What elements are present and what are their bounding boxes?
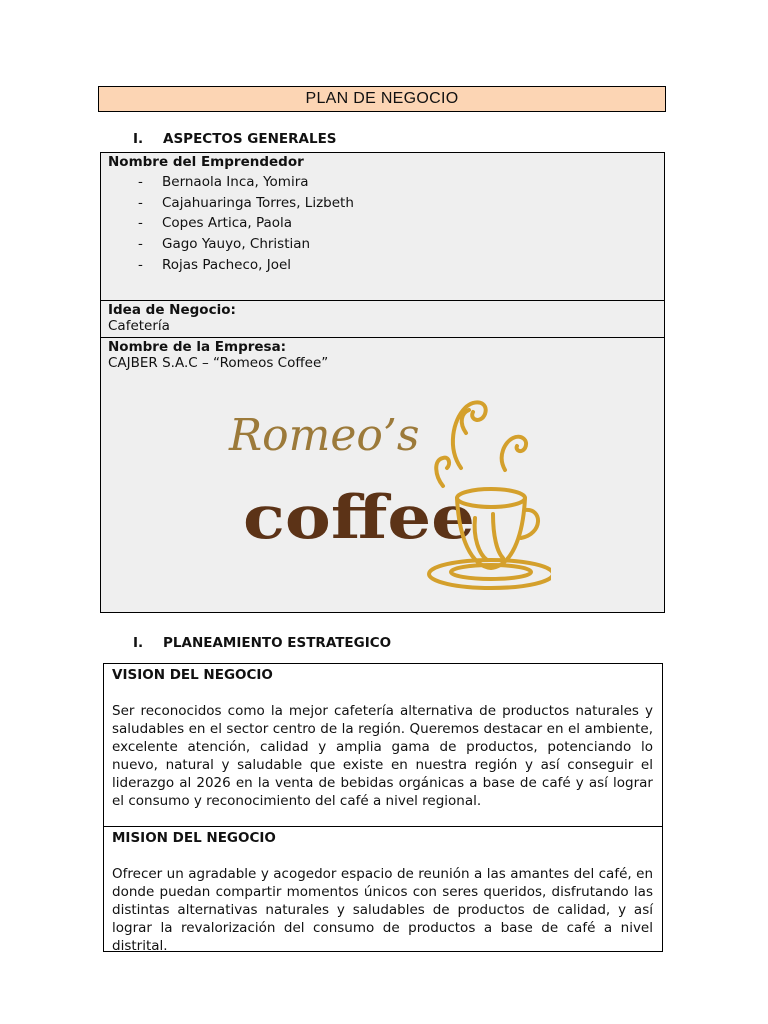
mission-text: Ofrecer un agradable y acogedor espacio de reunión a las amantes del café, en donde puedan compartir momentos únicos con seres queridos, disfrutando las distintas alternativas naturales y saludables de productos de calidad, y así lograr la revalorización del consumo de productos a base de café a nivel distrital. — [112, 866, 653, 955]
section-number: I. — [133, 131, 144, 147]
entrepreneur-name: Rojas Pacheco, Joel — [162, 256, 292, 273]
list-item: - Gago Yauyo, Christian — [138, 234, 656, 255]
company-box — [100, 337, 665, 613]
list-item: - Rojas Pacheco, Joel — [138, 255, 656, 276]
idea-box — [100, 300, 665, 338]
entrepreneurs-label: Nombre del Emprendedor — [108, 154, 304, 170]
document-title: PLAN DE NEGOCIO — [98, 86, 666, 112]
list-item: - Copes Artica, Paola — [138, 213, 656, 234]
romeos-coffee-logo — [221, 378, 551, 608]
mission-box — [103, 826, 663, 955]
idea-value: Cafetería — [108, 318, 170, 334]
vision-label: VISION DEL NEGOCIO — [112, 667, 273, 683]
section-number: I. — [133, 635, 144, 651]
entrepreneur-name: Bernaola Inca, Yomira — [162, 174, 309, 190]
entrepreneur-name: Gago Yauyo, Christian — [162, 236, 311, 253]
section-title: ASPECTOS GENERALES — [163, 131, 337, 147]
vision-text: Ser reconocidos como la mejor cafetería alternativa de productos naturales y saludables en el sector centro de la región. Queremos destacar en el ambiente, excelente atención, calidad y amplia gama de productos, potenciando lo nuevo, natural y saludable que existe en nuestra región y así conseguir el liderazgo al 2026 en la venta de bebidas orgánicas a base de café y así lograr el consumo y reconocimiento del café a nivel regional. — [112, 703, 653, 810]
logo-coffee-text: coffee — [243, 483, 475, 553]
vision-box — [103, 663, 663, 827]
list-item: - Bernaola Inca, Yomira — [138, 172, 656, 193]
entrepreneur-name: Copes Artica, Paola — [162, 215, 293, 232]
logo-romeos-text: Romeo’s — [229, 410, 420, 461]
section-heading-general — [133, 131, 337, 147]
section-heading-strategic — [133, 635, 391, 651]
entrepreneur-name: Cajahuaringa Torres, Lizbeth — [162, 194, 354, 211]
company-value: CAJBER S.A.C – “Romeos Coffee” — [108, 355, 329, 371]
section-title: PLANEAMIENTO ESTRATEGICO — [163, 635, 392, 651]
entrepreneurs-box — [100, 152, 665, 301]
entrepreneurs-list — [108, 172, 656, 276]
mission-label: MISION DEL NEGOCIO — [112, 830, 276, 846]
list-item: - Cajahuaringa Torres, Lizbeth — [138, 193, 656, 214]
idea-label: Idea de Negocio: — [108, 302, 236, 318]
company-label: Nombre de la Empresa: — [108, 339, 287, 355]
